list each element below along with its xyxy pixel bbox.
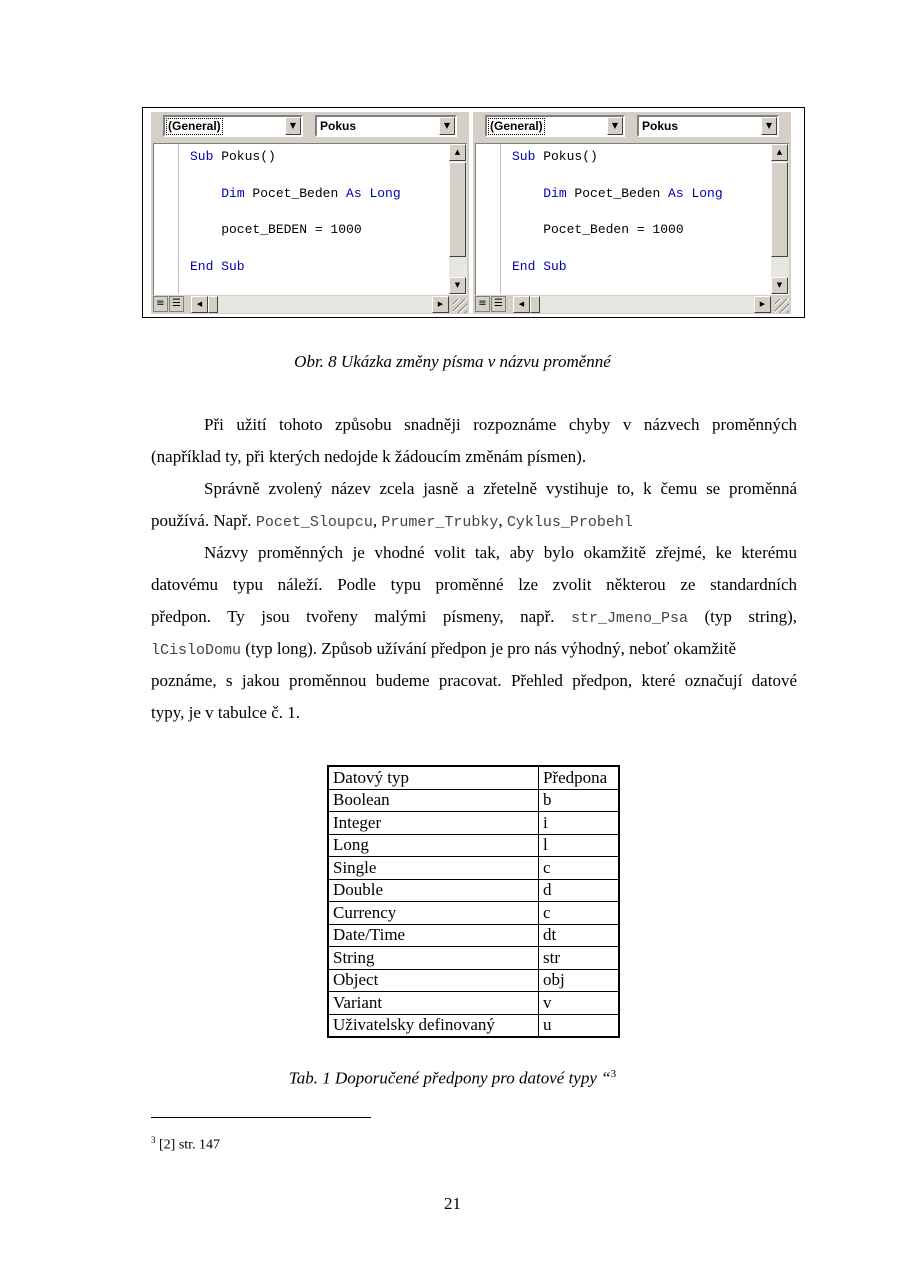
data-type-cell: String (328, 947, 539, 970)
procedure-combobox[interactable] (637, 115, 779, 137)
scroll-down-icon[interactable]: ▼ (771, 277, 788, 294)
code-line (190, 258, 401, 295)
procedure-view-icon[interactable]: ≡ (475, 296, 490, 312)
horizontal-scrollbar[interactable] (191, 296, 449, 313)
code-token: Pocet_Beden (566, 185, 669, 201)
text-line (151, 633, 797, 665)
prefix-cell: l (539, 834, 620, 857)
table-row (328, 879, 619, 902)
text-fragment: předpon. Ty jsou tvořeny malými písmeny, např. (151, 607, 572, 626)
paragraph-1 (151, 409, 797, 473)
code-example: lCisloDomu (151, 642, 242, 659)
scroll-thumb[interactable] (449, 162, 466, 257)
data-type-prefix-table (327, 765, 620, 1038)
table-row (328, 947, 619, 970)
scroll-thumb[interactable] (208, 296, 218, 313)
code-text (190, 148, 401, 294)
table-caption-text: Tab. 1 Doporučené předpony pro datové typy “ (288, 1068, 611, 1088)
code-area[interactable] (153, 143, 467, 295)
scroll-thumb[interactable] (771, 162, 788, 257)
text-line: (například ty, při kterých nedojde k žádoucím změnám písmen). (151, 447, 587, 466)
full-module-view-icon[interactable]: ☰ (169, 296, 184, 312)
text-line (151, 601, 797, 633)
code-example: str_Jmeno_Psa (571, 610, 689, 627)
scroll-left-icon[interactable]: ◀ (191, 296, 208, 313)
scroll-up-icon[interactable]: ▲ (449, 144, 466, 161)
data-type-cell: Single (328, 857, 539, 880)
code-keyword: Dim (543, 185, 567, 201)
scroll-right-icon[interactable]: ▶ (754, 296, 771, 313)
paragraph-2 (151, 473, 797, 537)
table-row (328, 812, 619, 835)
footnote-text: [2] str. 147 (155, 1137, 221, 1153)
object-combobox-value: (General) (168, 119, 221, 133)
prefix-cell: c (539, 902, 620, 925)
table-row (328, 902, 619, 925)
scroll-left-icon[interactable]: ◀ (513, 296, 530, 313)
table-row (328, 857, 619, 880)
prefix-cell: str (539, 947, 620, 970)
dropdown-arrow-icon[interactable]: ▼ (285, 117, 301, 135)
code-line (512, 148, 723, 185)
dropdown-arrow-icon[interactable]: ▼ (607, 117, 623, 135)
text-fragment: , (498, 511, 507, 530)
bottom-bar (153, 295, 467, 313)
dropdown-arrow-icon[interactable]: ▼ (761, 117, 777, 135)
code-keyword: Dim (221, 185, 245, 201)
footnote (151, 1135, 220, 1154)
data-type-cell: Object (328, 969, 539, 992)
margin-indicator-bar (154, 144, 179, 294)
text-fragment: , (372, 511, 382, 530)
vertical-scrollbar[interactable] (449, 144, 467, 294)
data-type-cell: Date/Time (328, 924, 539, 947)
object-combobox-value: (General) (490, 119, 543, 133)
table-caption (0, 1068, 905, 1089)
code-example: Pocet_Sloupcu (255, 514, 373, 531)
code-keyword: Sub (190, 149, 214, 164)
code-line (512, 185, 723, 222)
prefix-cell: v (539, 992, 620, 1015)
code-keyword: End Sub (190, 258, 245, 274)
code-editor-figure (142, 107, 805, 318)
scroll-right-icon[interactable]: ▶ (432, 296, 449, 313)
code-line (512, 221, 723, 258)
text-line (151, 505, 797, 537)
code-keyword: Sub (512, 149, 536, 164)
footnote-reference: 3 (610, 1068, 617, 1080)
table-row (328, 789, 619, 812)
table-row (328, 834, 619, 857)
text-line: Názvy proměnných je vhodné volit tak, aby bylo okamžitě zřejmé, ke kterému (204, 543, 797, 562)
procedure-combobox-value: Pokus (642, 119, 679, 133)
footnote-mark: 3 (151, 1135, 156, 1145)
resize-grip-icon[interactable] (775, 299, 789, 313)
table-body (328, 766, 619, 1037)
table-header-row (328, 766, 619, 789)
margin-indicator-bar (476, 144, 501, 294)
code-area[interactable] (475, 143, 789, 295)
bottom-bar (475, 295, 789, 313)
prefix-cell: dt (539, 924, 620, 947)
code-window-right (473, 112, 791, 314)
footnote-separator (151, 1117, 371, 1118)
code-token (190, 186, 221, 201)
code-window-left (151, 112, 469, 314)
vertical-scrollbar[interactable] (771, 144, 789, 294)
scroll-down-icon[interactable]: ▼ (449, 277, 466, 294)
code-keyword: End Sub (512, 258, 567, 274)
code-line (190, 185, 401, 222)
horizontal-scrollbar[interactable] (513, 296, 771, 313)
code-example: Prumer_Trubky (381, 514, 499, 531)
text-fragment: (typ string), (688, 607, 797, 626)
text-line: Správně zvolený název zcela jasně a zřetelně vystihuje to, k čemu se proměnná (204, 479, 797, 498)
table-row (328, 1014, 619, 1037)
data-type-cell: Integer (328, 812, 539, 835)
code-token (512, 186, 543, 201)
text-line: typy, je v tabulce č. 1. (151, 703, 301, 722)
table-row (328, 992, 619, 1015)
code-text (512, 148, 723, 294)
code-token: Pokus() (535, 149, 598, 164)
prefix-cell: obj (539, 969, 620, 992)
object-combobox[interactable] (485, 115, 625, 137)
scroll-thumb[interactable] (530, 296, 540, 313)
code-token: pocet_BEDEN = 1000 (190, 222, 362, 237)
text-fragment: používá. Např. (151, 511, 256, 530)
table-row (328, 924, 619, 947)
data-type-cell: Variant (328, 992, 539, 1015)
code-line (190, 148, 401, 185)
data-type-cell: Currency (328, 902, 539, 925)
code-token: Pokus() (213, 149, 276, 164)
resize-grip-icon[interactable] (453, 299, 467, 313)
figure-caption: Obr. 8 Ukázka změny písma v názvu proměnné (294, 352, 611, 371)
data-type-cell: Long (328, 834, 539, 857)
prefix-cell: c (539, 857, 620, 880)
table-row (328, 969, 619, 992)
procedure-combobox-value: Pokus (320, 119, 357, 133)
prefix-cell: d (539, 879, 620, 902)
page-number: 21 (444, 1194, 461, 1213)
procedure-view-icon[interactable]: ≡ (153, 296, 168, 312)
object-combobox[interactable] (163, 115, 303, 137)
paragraph-3 (151, 537, 797, 729)
prefix-cell: i (539, 812, 620, 835)
data-type-cell: Double (328, 879, 539, 902)
data-type-cell: Uživatelsky definovaný (328, 1014, 539, 1037)
code-keyword: As Long (346, 185, 401, 201)
code-token: Pocet_Beden = 1000 (512, 222, 684, 237)
text-line: Při užití tohoto způsobu snadněji rozpoznáme chyby v názvech proměnných (204, 415, 797, 434)
code-token: Pocet_Beden (244, 185, 347, 201)
text-fragment: (typ long). Způsob užívání předpon je pro nás výhodný, neboť okamžitě (241, 639, 736, 658)
dropdown-arrow-icon[interactable]: ▼ (439, 117, 455, 135)
prefix-cell: b (539, 789, 620, 812)
text-line: datovému typu náleží. Podle typu proměnné lze zvolit některou ze standardních (151, 575, 797, 594)
column-header: Datový typ (328, 766, 539, 789)
prefix-cell: u (539, 1014, 620, 1037)
text-line: poznáme, s jakou proměnnou budeme pracovat. Přehled předpon, které označují datové (151, 671, 797, 690)
data-type-cell: Boolean (328, 789, 539, 812)
code-example: Cyklus_Probehl (506, 514, 633, 531)
scroll-up-icon[interactable]: ▲ (771, 144, 788, 161)
code-keyword: As Long (668, 185, 723, 201)
full-module-view-icon[interactable]: ☰ (491, 296, 506, 312)
column-header: Předpona (539, 766, 620, 789)
code-line (512, 258, 723, 295)
code-line (190, 221, 401, 258)
procedure-combobox[interactable] (315, 115, 457, 137)
